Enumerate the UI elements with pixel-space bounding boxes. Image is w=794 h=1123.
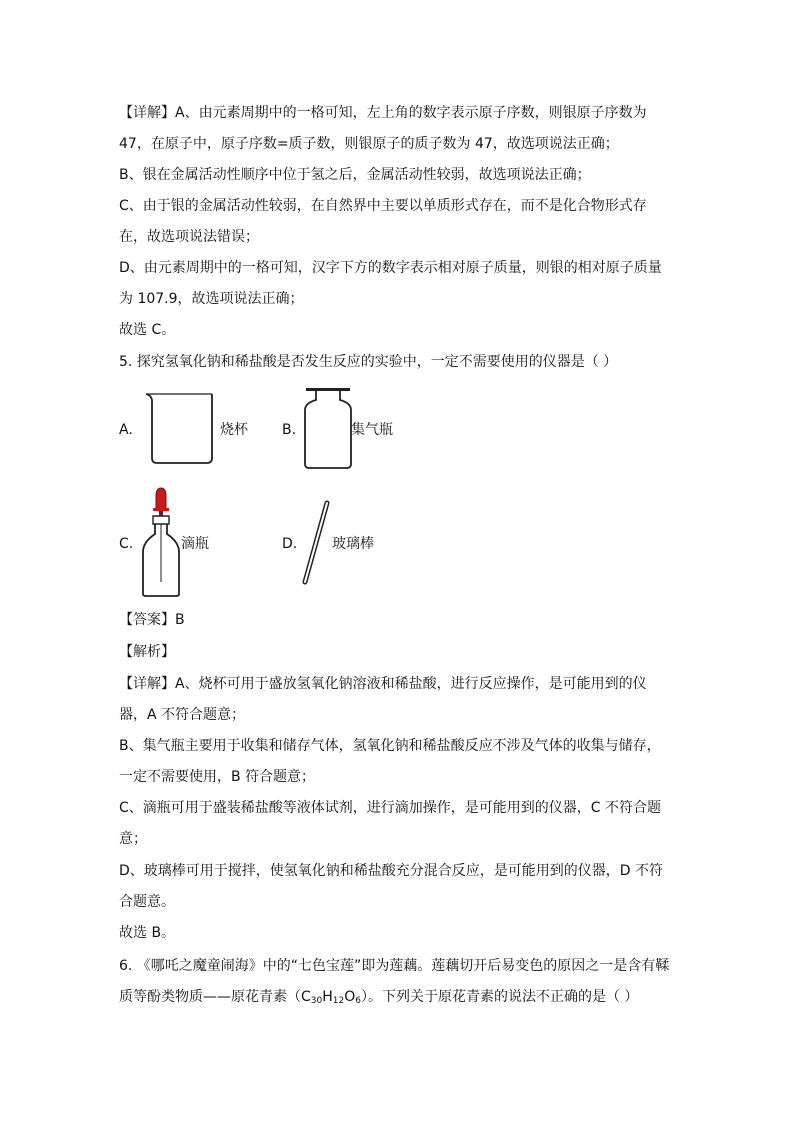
option-c-name: 滴瓶: [181, 536, 209, 552]
question-6-line-2: 质等酚类物质——原花青素$(C_{30}H_{12}O_6)$。下列关于原花青素的说法不正确的是（ ）: [119, 989, 639, 1006]
explain-line-8: 故选 C。: [119, 322, 176, 338]
explain-line-6: D、由元素周期中的一格可知，汉字下方的数字表示相对原子质量，则银的相对原子质量: [119, 260, 662, 276]
option-d-name: 玻璃棒: [332, 536, 374, 552]
beaker-icon: [144, 392, 220, 466]
option-b-name: 集气瓶: [351, 422, 393, 438]
option-d-label: D.: [282, 536, 298, 552]
detail-line-1: 【详解】A、烧杯可用于盛放氢氧化钠溶液和稀盐酸，进行反应操作，是可能用到的仪: [119, 676, 647, 692]
explain-line-1: 【详解】A、由元素周期中的一格可知，左上角的数字表示原子序数，则银原子序数为: [119, 105, 647, 121]
answer-label: 【答案】B: [119, 612, 185, 628]
analysis-label: 【解析】: [119, 644, 175, 660]
detail-line-2: 器，A 不符合题意；: [119, 707, 246, 723]
detail-line-4: 一定不需要使用，B 符合题意；: [119, 769, 316, 785]
explain-line-2: 47，在原子中，原子序数=质子数，则银原子的质子数为 47，故选项说法正确；: [119, 136, 619, 152]
glass-rod-icon: [300, 500, 332, 586]
gas-bottle-icon: [302, 386, 354, 472]
option-c-label: C.: [119, 536, 134, 552]
detail-line-5: C、滴瓶可用于盛装稀盐酸等液体试剂，进行滴加操作，是可能用到的仪器，C 不符合题: [119, 800, 661, 816]
option-b-label: B.: [282, 422, 297, 438]
dropper-bottle-icon: [140, 486, 184, 598]
explain-line-3: B、银在金属活动性顺序中位于氢之后，金属活动性较弱，故选项说法正确；: [119, 167, 591, 183]
explain-line-7: 为 107.9，故选项说法正确；: [119, 291, 304, 307]
option-a-label: A.: [119, 422, 133, 438]
question-5-stem: 5. 探究氢氧化钠和稀盐酸是否发生反应的实验中，一定不需要使用的仪器是（ ）: [119, 354, 618, 370]
detail-line-6: 意；: [119, 831, 147, 847]
detail-line-3: B、集气瓶主要用于收集和储存气体，氢氧化钠和稀盐酸反应不涉及气体的收集与储存，: [119, 738, 661, 754]
detail-line-7: D、玻璃棒可用于搅拌，使氢氧化钠和稀盐酸充分混合反应，是可能用到的仪器，D 不符: [119, 863, 664, 879]
detail-line-9: 故选 B。: [119, 925, 176, 941]
question-6-line-1: 6. 《哪吒之魔童闹海》中的“七色宝莲”即为莲藕。莲藕切开后易变色的原因之一是含有鞣: [119, 958, 670, 974]
explain-line-5: 在，故选项说法错误；: [119, 229, 259, 245]
option-a-name: 烧杯: [220, 422, 248, 438]
explain-line-4: C、由于银的金属活动性较弱，在自然界中主要以单质形式存在，而不是化合物形式存: [119, 198, 647, 214]
detail-line-8: 合题意。: [119, 894, 175, 910]
